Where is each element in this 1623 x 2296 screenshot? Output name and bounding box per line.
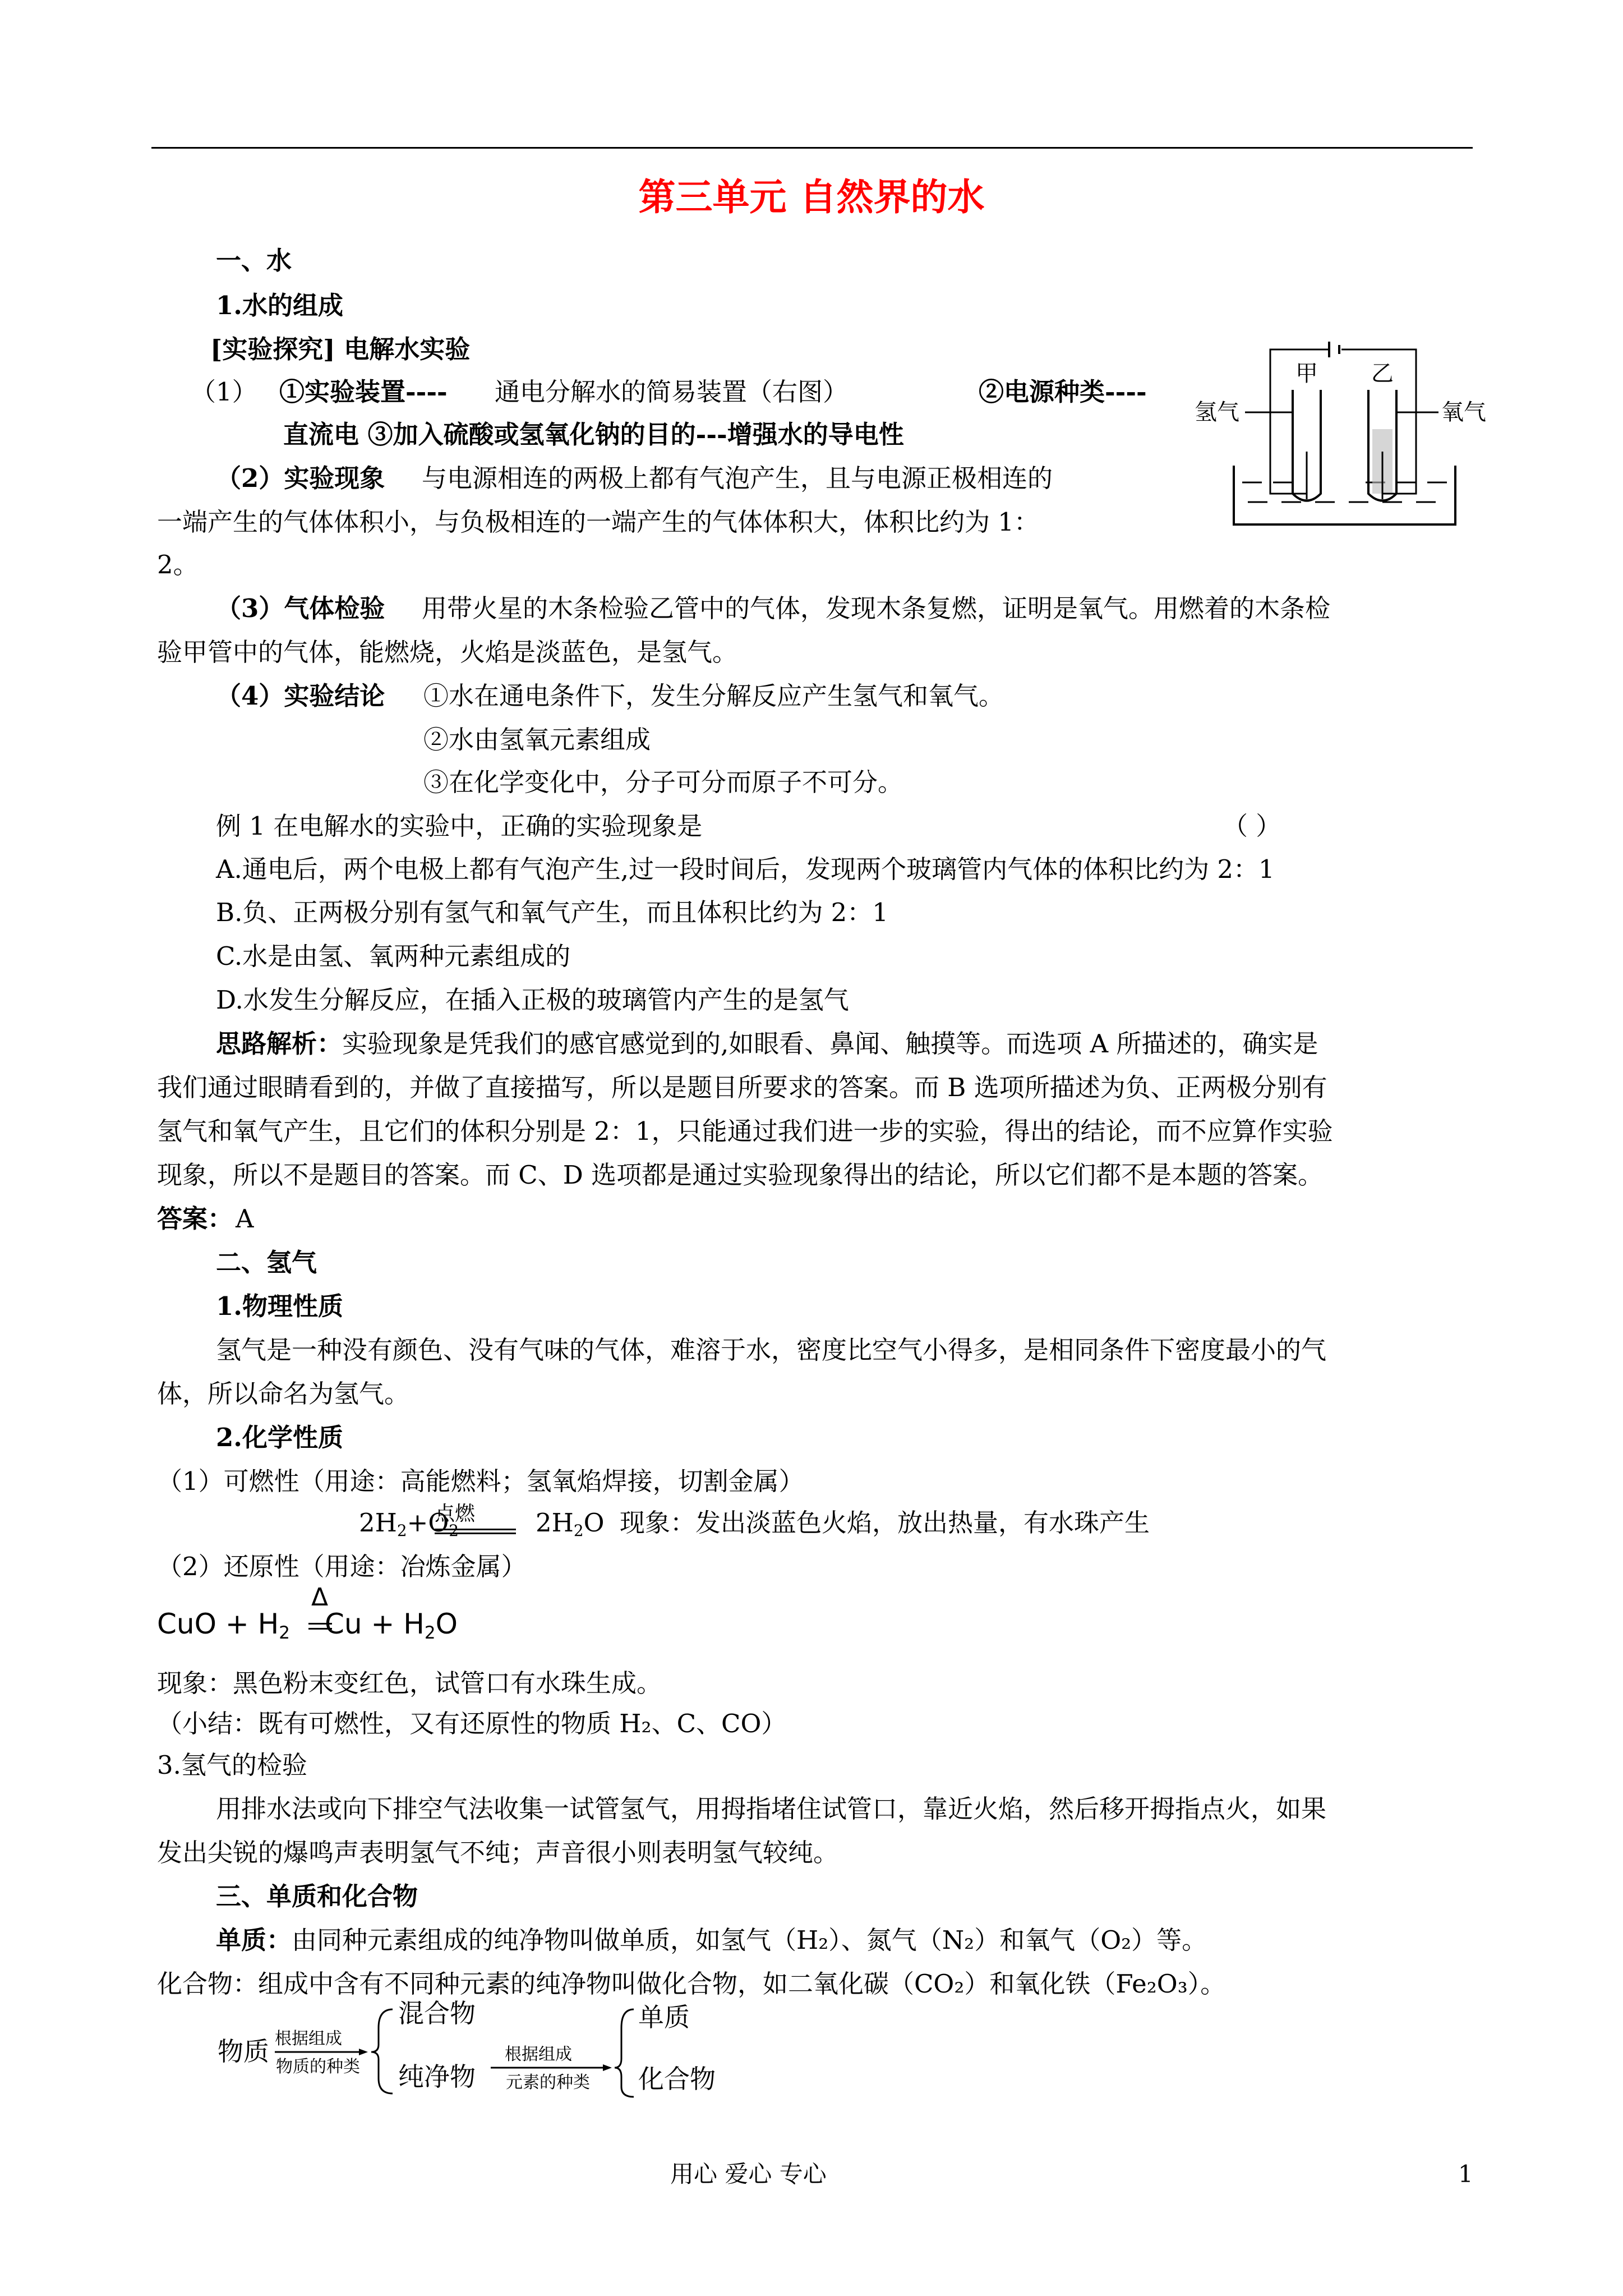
diagram-label-tube-yi: 乙: [1371, 361, 1394, 386]
item3-text: 用带火星的木条检验乙管中的气体，发现木条复燃，证明是氧气。用燃着的木条检: [422, 593, 1331, 623]
experiment-heading: [实验探究] 电解水实验: [210, 334, 471, 364]
item2-line3: 2。: [157, 550, 199, 579]
option-b: B.负、正两极分别有氢气和氧气产生，而且体积比约为 2：1: [216, 898, 888, 927]
footer-motto: 用心 爱心 专心: [670, 2160, 827, 2188]
classify-compound: 化合物: [638, 2064, 716, 2094]
section-heading-hydrogen: 二、氢气: [216, 1248, 317, 1277]
diagram-label-hydrogen: 氢气: [1195, 399, 1239, 425]
analysis-line-4: 现象，所以不是题目的答案。而 C、D 选项都是通过实验现象得出的结论，所以它们都不是本题的答案。: [157, 1160, 1324, 1190]
item1-line2: 直流电 ③加入硫酸或氢氧化钠的目的---增强水的导电性: [283, 420, 904, 449]
eq2-equals-line: [308, 1623, 332, 1625]
classify-element: 单质: [638, 2002, 690, 2032]
item1-apparatus-label: ①实验装置----: [279, 377, 448, 407]
conclusion-1: ①水在通电条件下，发生分解反应产生氢气和氧气。: [423, 681, 1004, 711]
option-a: A.通电后，两个电极上都有气泡产生,过一段时间后，发现两个玻璃管内气体的体积比约为 2：1: [216, 854, 1275, 884]
diagram-label-oxygen: 氧气: [1441, 399, 1486, 425]
classify-brace-2: [615, 2009, 634, 2097]
eq1-product-h: 2H: [536, 1508, 574, 1538]
item1-apparatus-text: 通电分解水的简易装置（右图）: [495, 377, 849, 407]
physical-line-1: 氢气是一种没有颜色、没有气味的气体，难溶于水，密度比空气小得多，是相同条件下密度最小的气: [216, 1335, 1327, 1365]
element-definition: 由同种元素组成的纯净物叫做单质，如氢气（H₂）、氮气（N₂）和氧气（O₂）等。: [292, 1925, 1207, 1955]
reducibility: （2）还原性（用途：冶炼金属）: [157, 1552, 527, 1581]
eq2-equals-line: [308, 1628, 332, 1630]
subheading-chemical: 2.化学性质: [216, 1423, 343, 1452]
answer-value: A: [236, 1204, 254, 1234]
subheading-test: 3.氢气的检验: [157, 1750, 307, 1780]
analysis-line-2: 我们通过眼睛看到的，并做了直接描写，所以是题目所要求的答案。而 B 选项所描述为负、正两极分别有: [157, 1073, 1327, 1102]
eq1-arrow-line: [435, 1533, 516, 1534]
classify-arrowhead-2: [603, 2064, 612, 2071]
eq2-reactants: CuO + H: [157, 1608, 279, 1640]
classify-pure-substance: 纯净物: [398, 2062, 476, 2092]
summary: （小结：既有可燃性，又有还原性的物质 H₂、C、CO）: [157, 1709, 787, 1738]
compound-definition: 化合物：组成中含有不同种元素的纯净物叫做化合物，如二氧化碳（CO₂）和氧化铁（Fe₂O₃）。: [157, 1969, 1226, 1999]
item4-label: （4）实验结论: [216, 681, 385, 711]
classify-arrowhead-1: [359, 2049, 368, 2055]
classify-matter: 物质: [218, 2036, 269, 2067]
analysis-line-1: 实验现象是凭我们的感官感觉到的,如眼看、鼻闻、触摸等。而选项 A 所描述的，确实是: [342, 1029, 1318, 1059]
option-c: C.水是由氢、氧两种元素组成的: [216, 941, 571, 971]
conclusion-3: ③在化学变化中，分子可分而原子不可分。: [423, 767, 903, 797]
classify-mixture: 混合物: [398, 1998, 476, 2028]
header-rule: [151, 147, 1473, 149]
eq1-plus-o: +O: [407, 1508, 449, 1538]
combustibility: （1）可燃性（用途：高能燃料；氢氧焰焊接，切割金属）: [157, 1466, 804, 1496]
eq2-subscript: 2: [279, 1622, 290, 1643]
item3-line2: 验甲管中的气体，能燃烧，火焰是淡蓝色，是氢气。: [157, 637, 738, 667]
item3-label: （3）气体检验: [216, 593, 385, 623]
physical-line-2: 体，所以命名为氢气。: [157, 1379, 410, 1409]
classification-diagram: [208, 1997, 780, 2098]
eq1-condition: 点燃: [435, 1502, 476, 1525]
eq1-reactant-h: 2H: [359, 1508, 397, 1538]
subheading-physical: 1.物理性质: [216, 1291, 343, 1321]
item1-number: （1）: [191, 377, 257, 407]
eq1-subscript: 2: [449, 1521, 459, 1540]
classify-by-kind-2: 元素的种类: [506, 2073, 590, 2092]
subheading-water-composition: 1.水的组成: [216, 291, 343, 320]
item2-label: （2）实验现象: [216, 463, 385, 493]
eq2-heat-symbol: Δ: [311, 1583, 329, 1612]
equation-reduction: [157, 1608, 458, 1643]
item2-line2: 一端产生的气体体积小，与负极相连的一端产生的气体体积大，体积比约为 1：: [157, 507, 1039, 537]
section-heading-elements: 三、单质和化合物: [216, 1881, 418, 1911]
conclusion-2: ②水由氢氧元素组成: [423, 725, 651, 754]
eq2-subscript: 2: [424, 1622, 436, 1643]
eq2-product-o: O: [435, 1608, 458, 1640]
page-number: 1: [1458, 2160, 1473, 2188]
section-heading-water: 一、水: [216, 246, 292, 275]
classify-by-composition-2: 根据组成: [505, 2045, 572, 2064]
example-question: 例 1 在电解水的实验中，正确的实验现象是: [216, 811, 703, 841]
electrolysis-apparatus-diagram: [1195, 339, 1486, 541]
option-d: D.水发生分解反应，在插入正极的玻璃管内产生的是氢气: [216, 985, 849, 1015]
diagram-label-tube-jia: 甲: [1295, 361, 1318, 386]
eq1-phenomenon: 现象：发出淡蓝色火焰，放出热量，有水珠产生: [620, 1508, 1150, 1538]
eq1-subscript: 2: [396, 1521, 407, 1540]
eq1-subscript: 2: [573, 1521, 584, 1540]
element-label: 单质：: [216, 1925, 292, 1955]
eq1-arrow-line: [435, 1529, 516, 1530]
example-answer-paren: （ ）: [1223, 811, 1281, 841]
analysis-label: 思路解析：: [216, 1029, 343, 1059]
classify-by-composition-1: 根据组成: [275, 2029, 342, 2049]
eq1-product-o: O: [583, 1508, 605, 1538]
page-title: 第三单元 自然界的水: [638, 175, 985, 219]
item1-power-label: ②电源种类----: [979, 377, 1147, 407]
test-line-1: 用排水法或向下排空气法收集一试管氢气，用拇指堵住试管口，靠近火焰，然后移开拇指点火，如果: [216, 1794, 1327, 1824]
eq1-product: [536, 1508, 605, 1540]
analysis-line-3: 氢气和氧气产生，且它们的体积分别是 2：1，只能通过我们进一步的实验，得出的结论，而不应算作实验: [157, 1116, 1333, 1146]
classify-brace-1: [371, 2009, 393, 2093]
test-line-2: 发出尖锐的爆鸣声表明氢气不纯；声音很小则表明氢气较纯。: [157, 1838, 839, 1867]
reduction-phenomenon: 现象：黑色粉末变红色，试管口有水珠生成。: [157, 1668, 662, 1698]
eq2-products: Cu + H: [324, 1608, 425, 1640]
answer-label: 答案：: [157, 1204, 233, 1234]
item2-text: 与电源相连的两极上都有气泡产生，且与电源正极相连的: [422, 463, 1053, 493]
classify-by-kind-1: 物质的种类: [276, 2057, 360, 2077]
